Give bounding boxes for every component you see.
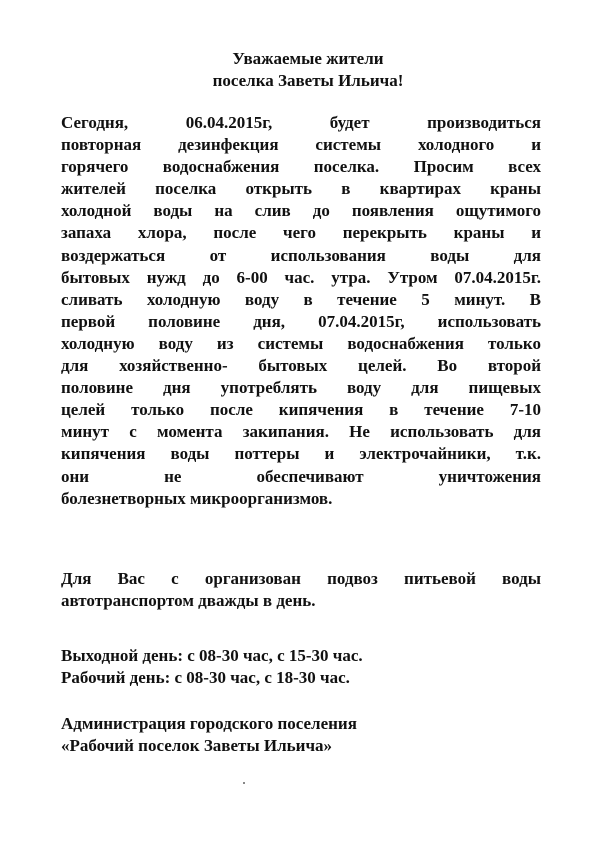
text-line: холодную воду из системы водоснабжения только [61, 333, 541, 353]
text-line: холодной воды на слив до появления ощутимого [61, 201, 541, 221]
delivery-paragraph [61, 568, 541, 612]
text-line: горячего водоснабжения поселка. Просим всех [61, 157, 541, 177]
text-line: для хозяйственно- бытовых целей. Во второй [61, 356, 541, 376]
text-line: они не обеспечивают уничтожения [61, 466, 541, 486]
text-line: кипячения воды поттеры и электрочайники, т.к. [61, 444, 541, 464]
text-line: болезнетворных микроорганизмов. [61, 488, 333, 508]
text-line: Сегодня, 06.04.2015г, будет производиться [61, 113, 541, 132]
text-line: первой половине дня, 07.04.2015г, использовать [61, 311, 541, 331]
delivery-schedule [61, 645, 541, 689]
text-line: жителей поселка открыть в квартирах краны [61, 179, 541, 199]
signature-line-2: «Рабочий поселок Заветы Ильича» [61, 736, 333, 756]
text-line: Для Вас с организован подвоз питьевой воды [61, 569, 541, 588]
text-line: запаха хлора, после чего перекрыть краны и [61, 223, 541, 243]
signature [61, 713, 541, 757]
title-line-1: Уважаемые жители [232, 49, 384, 68]
text-line: минут с момента закипания. Не использовать для [61, 422, 541, 442]
notice-title [0, 48, 600, 92]
text-line: воздержаться от использования воды для [61, 245, 541, 265]
text-line: целей только после кипячения в течение 7-10 [61, 400, 541, 420]
main-paragraph [61, 112, 541, 510]
schedule-weekday: Рабочий день: с 08-30 час, с 18-30 час. [61, 668, 350, 688]
text-line: половине дня употреблять воду для пищевых [61, 378, 541, 398]
signature-line-1: Администрация городского поселения [61, 714, 357, 733]
text-line: бытовых нужд до 6-00 час. утра. Утром 07.04.2015г. [61, 267, 541, 287]
text-line: сливать холодную воду в течение 5 минут. В [61, 289, 541, 309]
title-line-2: поселка Заветы Ильича! [212, 71, 404, 90]
text-line: повторная дезинфекция системы холодного и [61, 135, 541, 155]
text-line: автотранспортом дважды в день. [61, 591, 316, 611]
scan-speck [243, 782, 245, 784]
schedule-weekend: Выходной день: с 08-30 час, с 15-30 час. [61, 646, 363, 665]
